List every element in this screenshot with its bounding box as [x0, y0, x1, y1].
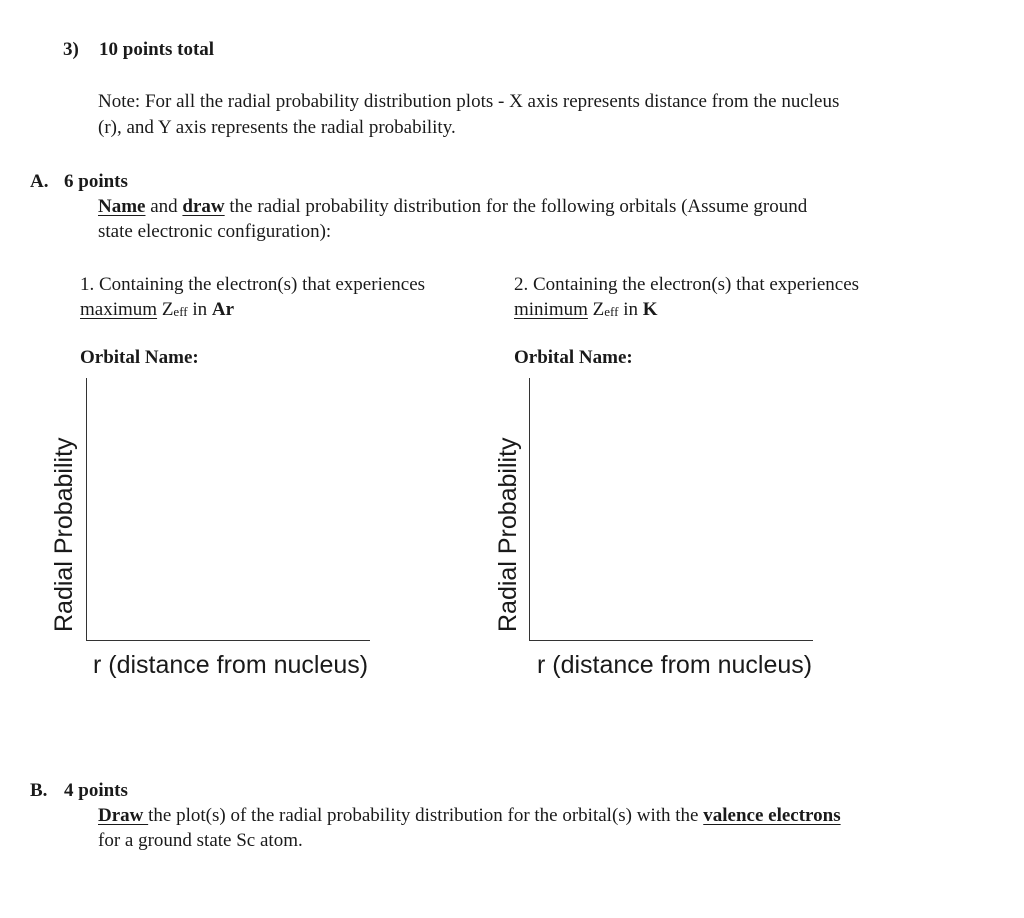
- part-b-instruction-line-2: for a ground state Sc atom.: [98, 830, 303, 851]
- plot-2-x-axis: [529, 640, 813, 641]
- q1-line-2: [80, 297, 234, 325]
- q1-emphasis: maximum: [80, 299, 158, 320]
- draw-emphasis: draw: [182, 196, 225, 217]
- part-b-label: B.: [30, 780, 48, 801]
- q1-line-1: 1. Containing the electron(s) that experiences: [80, 274, 426, 295]
- part-b-instruction-rest: the plot(s) of the radial probability distribution for the orbital(s) with the: [148, 805, 704, 826]
- note-line-2: (r), and Y axis represents the radial probability.: [98, 117, 456, 138]
- q1-z: Z: [161, 299, 174, 320]
- name-emphasis: Name: [98, 196, 146, 217]
- plot-1-y-axis: [86, 378, 87, 641]
- instruction-rest: the radial probability distribution for the following orbitals (Assume ground: [224, 196, 808, 217]
- part-a-label: A.: [30, 171, 49, 192]
- part-a-instruction-line-2: state electronic configuration):: [98, 221, 332, 242]
- q2-z: Z: [592, 299, 605, 320]
- part-b-instruction-line-1: [98, 803, 841, 829]
- plot-2-y-label: Radial Probability: [494, 437, 522, 632]
- q2-emphasis: minimum: [514, 299, 588, 320]
- plot-1-x-label: r (distance from nucleus): [93, 651, 369, 679]
- q1-orbital-name-label: Orbital Name:: [80, 347, 199, 368]
- plot-1-y-label: Radial Probability: [50, 437, 78, 632]
- part-a-instruction-line-1: [98, 194, 807, 220]
- q1-eff: eff: [173, 304, 188, 319]
- q2-element: K: [642, 299, 658, 320]
- plot-2-y-axis: [529, 378, 530, 641]
- q2-in: in: [618, 299, 643, 320]
- note-line-1: Note: For all the radial probability distribution plots - X axis represents distance from the nucleus: [98, 91, 840, 112]
- question-title: 10 points total: [99, 39, 215, 60]
- part-b-points: 4 points: [64, 780, 128, 801]
- valence-electrons-emphasis: valence electrons: [703, 805, 841, 826]
- plot-1-x-axis: [86, 640, 370, 641]
- q2-line-1: 2. Containing the electron(s) that experiences: [514, 274, 860, 295]
- question-number: 3): [63, 39, 79, 60]
- q2-eff: eff: [604, 304, 619, 319]
- q2-orbital-name-label: Orbital Name:: [514, 347, 633, 368]
- q2-line-2: [514, 297, 658, 325]
- q1-element: Ar: [211, 299, 235, 320]
- draw-emphasis-b: Draw: [98, 805, 149, 826]
- part-a-points: 6 points: [64, 171, 128, 192]
- and-text: and: [145, 196, 183, 217]
- q1-in: in: [187, 299, 212, 320]
- plot-2-x-label: r (distance from nucleus): [537, 651, 813, 679]
